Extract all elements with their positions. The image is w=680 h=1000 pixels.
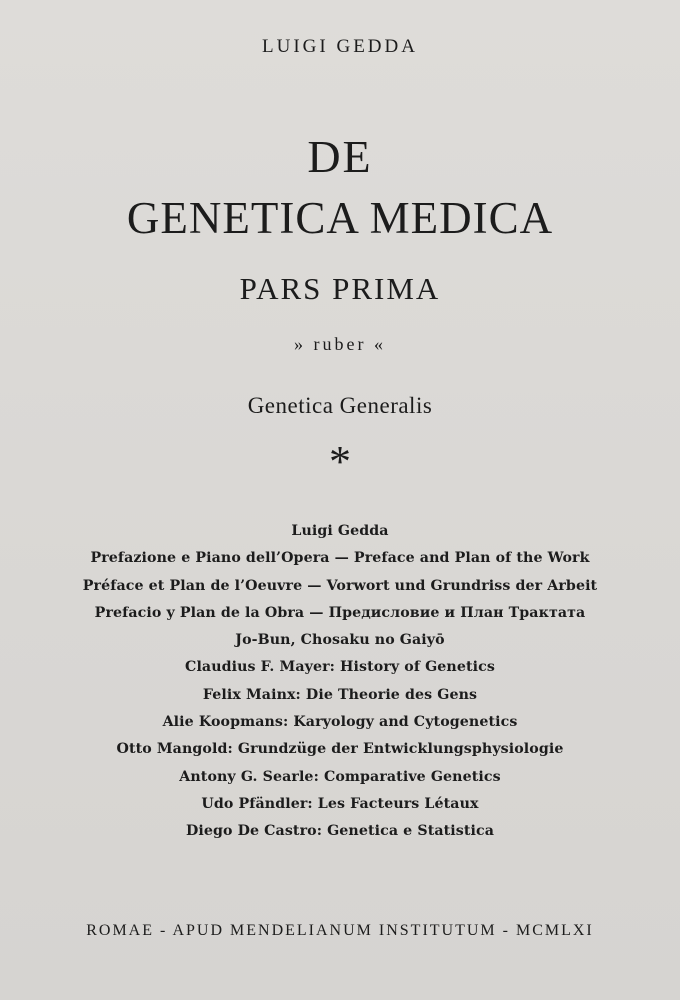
- contents-item: Udo Pfändler: Les Facteurs Létaux: [201, 795, 479, 812]
- title-line-1: DE: [307, 131, 373, 182]
- contents-item: Diego De Castro: Genetica e Statistica: [185, 823, 495, 840]
- contents-item: Felix Mainx: Die Theorie des Gens: [202, 686, 478, 703]
- title-line-2: GENETICA MEDICA: [126, 193, 554, 243]
- contents-item: Jo-Bun, Chosaku no Gaiyō: [235, 632, 445, 649]
- contents-item: Alie Koopmans: Karyology and Cytogenetics: [162, 714, 518, 731]
- color-tag: » ruber «: [294, 334, 386, 354]
- contents-item: Prefacio y Plan de la Obra — Предисловие и План Трактата: [94, 604, 586, 621]
- part-label: PARS PRIMA: [239, 271, 441, 306]
- contributors-list: [0, 518, 680, 846]
- contents-item: Otto Mangold: Grundzüge der Entwicklungsphysiologie: [116, 741, 564, 758]
- publisher-imprint: ROMAE - APUD MENDELIANUM INSTITUTUM - MCMLXI: [86, 922, 594, 939]
- contents-item: Claudius F. Mayer: History of Genetics: [185, 659, 495, 676]
- contents-item: Prefazione e Piano dell’Opera — Preface and Plan of the Work: [90, 550, 590, 567]
- contents-item: Luigi Gedda: [291, 523, 389, 539]
- contents-item: Préface et Plan de l’Oeuvre — Vorwort und Grundriss der Arbeit: [82, 577, 598, 594]
- asterisk-ornament: *: [329, 437, 351, 486]
- author-name: LUIGI GEDDA: [262, 36, 418, 57]
- volume-subtitle: Genetica Generalis: [247, 393, 433, 418]
- contents-item: Antony G. Searle: Comparative Genetics: [179, 768, 501, 785]
